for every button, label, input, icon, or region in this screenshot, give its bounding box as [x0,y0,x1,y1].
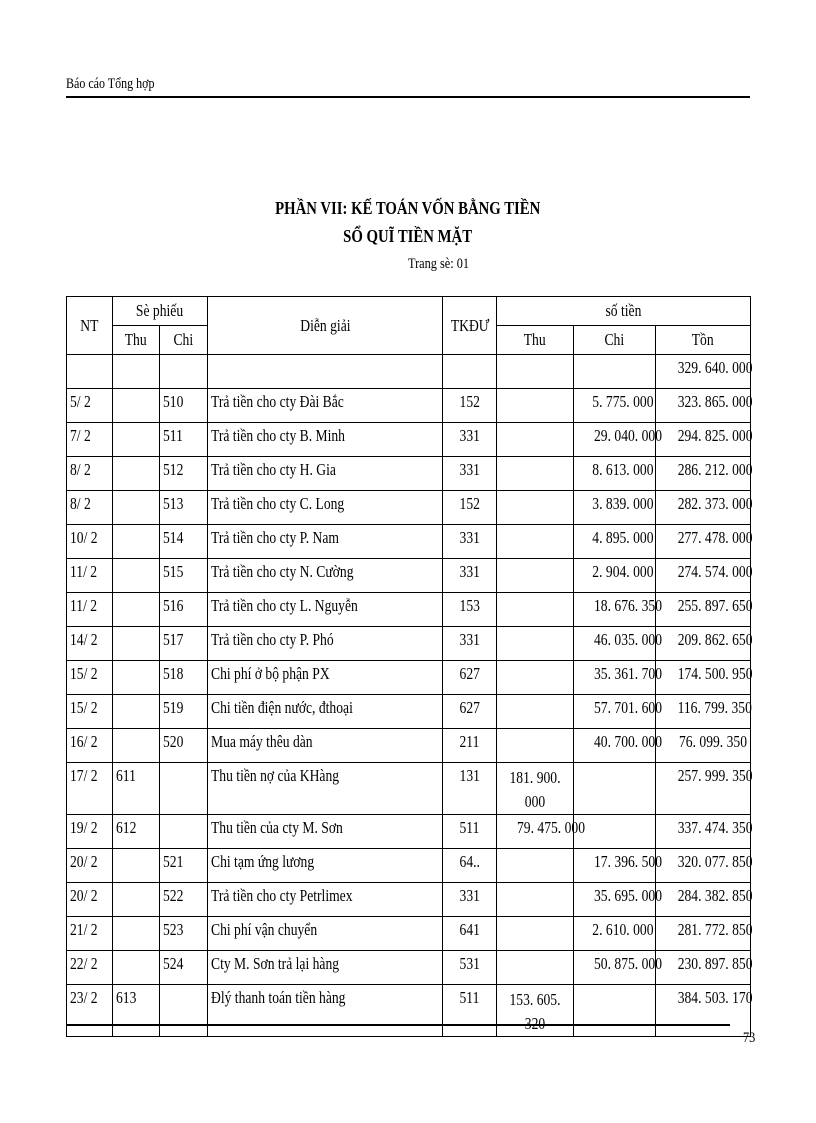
page-number: 73 [743,1030,756,1046]
cell-amount-in [497,661,574,695]
cell-receipt-no [113,423,160,457]
cell-amount-in [497,627,574,661]
cash-ledger-table [66,296,751,1037]
cell-amount-in [497,695,574,729]
cell-amount-out [574,815,656,849]
table-row [67,457,751,491]
cell-receipt-no: 611 [113,763,160,815]
cell-receipt-no [113,729,160,763]
opening-balance: 329. 640. 000 [656,355,751,389]
cell-receipt-no [113,389,160,423]
cell-description: Thu tiền nợ của KHàng [208,763,443,815]
cell-date: 15/ 2 [67,661,113,695]
cell-account: 131 [443,763,497,815]
cell-payment-no: 517 [160,627,208,661]
table-row [67,815,751,849]
col-header-tkdu: TKĐƯ [443,297,497,355]
cell-amount-out: 17. 396. 500 [574,849,656,883]
table-row [67,559,751,593]
cell-payment-no: 513 [160,491,208,525]
cell-payment-no: 518 [160,661,208,695]
cell-amount-in [497,559,574,593]
cell-amount-out: 18. 676. 350 [574,593,656,627]
col-header-phieu-chi: Chi [160,326,208,355]
cell-description: Trả tiền cho cty P. Nam [208,525,443,559]
cell-description: Chi phí vận chuyển [208,917,443,951]
cell-payment-no: 521 [160,849,208,883]
cell-date: 5/ 2 [67,389,113,423]
cell-account: 152 [443,491,497,525]
col-header-so-tien: số tiền [497,297,751,326]
table-row [67,917,751,951]
cell-account: 511 [443,815,497,849]
cell-balance: 320. 077. 850 [656,849,751,883]
cell-date: 21/ 2 [67,917,113,951]
cell-balance: 230. 897. 850 [656,951,751,985]
cell-amount-in [497,593,574,627]
cell-balance: 384. 503. 170 [656,985,751,1037]
opening-balance-row [67,355,751,389]
cell-payment-no: 522 [160,883,208,917]
cell-payment-no: 516 [160,593,208,627]
cell-amount-out: 57. 701. 600 [574,695,656,729]
section-title-text: PHẦN VII: KẾ TOÁN VỐN BẰNG TIỀN [275,198,541,218]
table-row [67,389,751,423]
header-text: Báo cáo Tổng hợp [66,76,155,92]
cell-payment-no: 512 [160,457,208,491]
section-title [0,198,816,219]
cell-balance: 277. 478. 000 [656,525,751,559]
cell-receipt-no [113,559,160,593]
cell-date: 7/ 2 [67,423,113,457]
cell-balance: 255. 897. 650 [656,593,751,627]
cell-date: 11/ 2 [67,593,113,627]
cell-receipt-no [113,917,160,951]
cell-amount-out [574,763,656,815]
cell-account: 331 [443,525,497,559]
cell-payment-no: 524 [160,951,208,985]
table-row [67,627,751,661]
cell-date: 17/ 2 [67,763,113,815]
cell-account: 627 [443,661,497,695]
col-header-dien-giai: Diễn giải [208,297,443,355]
cell-amount-out: 3. 839. 000 [574,491,656,525]
cell-description: Đlý thanh toán tiền hàng [208,985,443,1037]
page-label: Trang sè: 01 [408,256,470,272]
cell-balance: 174. 500. 950 [656,661,751,695]
cell-amount-in [497,951,574,985]
cell-description: Trả tiền cho cty P. Phó [208,627,443,661]
cell-receipt-no: 613 [113,985,160,1037]
header-row-1 [67,297,751,326]
cell-description: Trả tiền cho cty H. Gia [208,457,443,491]
cell-balance: 76. 099. 350 [656,729,751,763]
cell-description: Trả tiền cho cty N. Cường [208,559,443,593]
cell-payment-no [160,815,208,849]
cell-date: 11/ 2 [67,559,113,593]
cell-amount-in: 79. 475. 000 [497,815,574,849]
cell-balance: 294. 825. 000 [656,423,751,457]
cell-amount-in: 181. 900. 000 [497,763,574,815]
cell-payment-no [160,985,208,1037]
cell-amount-in [497,525,574,559]
cell-account: 511 [443,985,497,1037]
cell-date: 19/ 2 [67,815,113,849]
document-title [0,226,816,247]
cell-date: 16/ 2 [67,729,113,763]
document-title-text: SỔ QUĨ TIỀN MẶT [343,226,473,246]
cell-receipt-no [113,883,160,917]
cell-account: 152 [443,389,497,423]
cell-amount-in [497,729,574,763]
cell-account: 331 [443,457,497,491]
cell-amount-in [497,389,574,423]
cell-balance: 323. 865. 000 [656,389,751,423]
table-row [67,951,751,985]
cell-date: 15/ 2 [67,695,113,729]
cell-amount-out: 35. 361. 700 [574,661,656,695]
col-header-so-phieu: Sè phiếu [113,297,208,326]
table-row [67,985,751,1037]
cell-description: Chi tiền điện nước, đthoại [208,695,443,729]
cell-balance: 337. 474. 350 [656,815,751,849]
cell-payment-no: 515 [160,559,208,593]
footer-rule [66,1024,730,1026]
cell-receipt-no [113,525,160,559]
cell-amount-in [497,423,574,457]
cell-balance: 286. 212. 000 [656,457,751,491]
cell-account: 641 [443,917,497,951]
cell-description: Mua máy thêu dàn [208,729,443,763]
cell-amount-out: 2. 904. 000 [574,559,656,593]
cell-date: 22/ 2 [67,951,113,985]
col-header-tien-thu: Thu [497,326,574,355]
cell-amount-out: 46. 035. 000 [574,627,656,661]
cell-account: 331 [443,423,497,457]
cell-receipt-no [113,457,160,491]
col-header-nt: NT [67,297,113,355]
table-row [67,525,751,559]
table-row [67,695,751,729]
cell-balance: 284. 382. 850 [656,883,751,917]
cell-balance: 257. 999. 350 [656,763,751,815]
cell-amount-in [497,917,574,951]
cell-description: Trả tiền cho cty Đài Bắc [208,389,443,423]
cell-payment-no [160,763,208,815]
cell-payment-no: 519 [160,695,208,729]
cell-date: 8/ 2 [67,457,113,491]
cell-amount-in [497,491,574,525]
table-row [67,491,751,525]
cell-payment-no: 523 [160,917,208,951]
cell-amount-out: 29. 040. 000 [574,423,656,457]
table-row [67,423,751,457]
table-row [67,729,751,763]
cell-date: 20/ 2 [67,883,113,917]
cell-balance: 281. 772. 850 [656,917,751,951]
cell-description: Chi phí ở bộ phận PX [208,661,443,695]
cell-account: 627 [443,695,497,729]
cell-account: 531 [443,951,497,985]
cell-payment-no: 514 [160,525,208,559]
col-header-tien-chi: Chi [574,326,656,355]
cell-date: 8/ 2 [67,491,113,525]
cell-account: 153 [443,593,497,627]
cell-amount-out: 50. 875. 000 [574,951,656,985]
cell-date: 23/ 2 [67,985,113,1037]
cell-amount-out [574,985,656,1037]
cell-receipt-no [113,661,160,695]
cell-description: Trả tiền cho cty C. Long [208,491,443,525]
cell-date: 14/ 2 [67,627,113,661]
cell-amount-out: 2. 610. 000 [574,917,656,951]
cell-amount-out: 4. 895. 000 [574,525,656,559]
cell-description: Trả tiền cho cty L. Nguyễn [208,593,443,627]
cell-receipt-no [113,695,160,729]
cell-receipt-no [113,627,160,661]
cell-date: 20/ 2 [67,849,113,883]
cell-amount-out: 5. 775. 000 [574,389,656,423]
cell-description: Thu tiền của cty M. Sơn [208,815,443,849]
table-row [67,763,751,815]
cell-amount-out: 35. 695. 000 [574,883,656,917]
cell-receipt-no [113,491,160,525]
col-header-phieu-thu: Thu [113,326,160,355]
page-header [66,76,750,98]
cell-balance: 274. 574. 000 [656,559,751,593]
table-row [67,883,751,917]
cell-description: Cty M. Sơn trả lại hàng [208,951,443,985]
cell-account: 331 [443,559,497,593]
cell-balance: 209. 862. 650 [656,627,751,661]
cell-account: 211 [443,729,497,763]
cell-amount-in [497,849,574,883]
cell-amount-in [497,457,574,491]
cell-balance: 282. 373. 000 [656,491,751,525]
cell-payment-no: 510 [160,389,208,423]
cell-receipt-no [113,593,160,627]
cell-payment-no: 520 [160,729,208,763]
cell-receipt-no: 612 [113,815,160,849]
cell-description: Trả tiền cho cty Petrlimex [208,883,443,917]
table-row [67,849,751,883]
table-row [67,661,751,695]
cell-balance: 116. 799. 350 [656,695,751,729]
table-row [67,593,751,627]
cell-account: 331 [443,627,497,661]
cell-amount-in: 153. 605. 320 [497,985,574,1037]
cell-amount-out: 8. 613. 000 [574,457,656,491]
cell-amount-in [497,883,574,917]
col-header-ton: Tồn [656,326,751,355]
cell-description: Chi tạm ứng lương [208,849,443,883]
cell-payment-no: 511 [160,423,208,457]
cell-account: 64.. [443,849,497,883]
cell-amount-out: 40. 700. 000 [574,729,656,763]
cell-account: 331 [443,883,497,917]
cell-receipt-no [113,849,160,883]
cell-date: 10/ 2 [67,525,113,559]
cell-description: Trả tiền cho cty B. Minh [208,423,443,457]
cell-receipt-no [113,951,160,985]
